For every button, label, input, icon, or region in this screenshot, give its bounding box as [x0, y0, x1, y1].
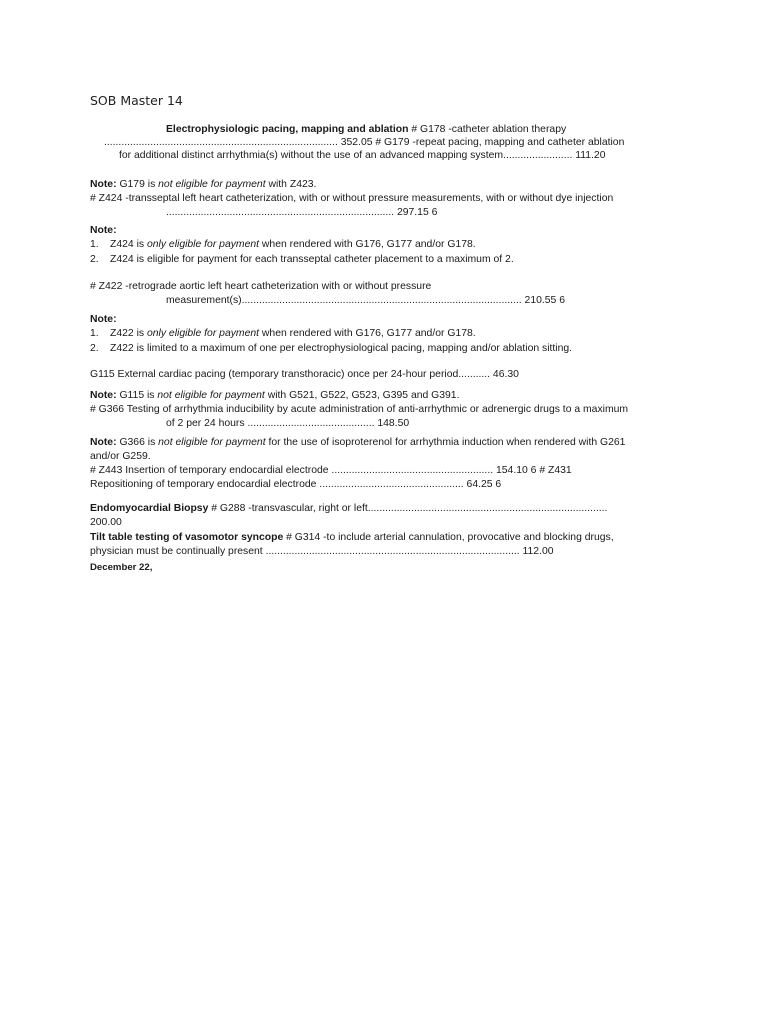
- note-g366-continuation: and/or G259.: [90, 451, 151, 462]
- note-g115: Note: G115 is not eligible for payment with G521, G522, G523, G395 and G391.: [90, 390, 460, 401]
- g366-value: of 2 per 24 hours ............................................ 148.50: [166, 418, 410, 429]
- note-label: Note:: [90, 179, 117, 190]
- tilt-title: Tilt table testing of vasomotor syncope: [90, 532, 284, 543]
- g178-code: # G178 -catheter ablation therapy: [408, 124, 567, 135]
- note-z422-item-2: 2. Z422 is limited to a maximum of one per electrophysiological pacing, mapping and/or ablation sitting.: [90, 343, 573, 354]
- z443-line: # Z443 Insertion of temporary endocardial electrode ........................................................ 154.10 6 # Z431: [90, 465, 572, 476]
- g366-line: # G366 Testing of arrhythmia inducibility by acute administration of anti-arrhythmic or adrenergic drugs to a maximum: [90, 404, 629, 415]
- g115-line: G115 External cardiac pacing (temporary transthoracic) once per 24-hour period........... 46.30: [90, 369, 519, 380]
- g179-continuation: for additional distinct arrhythmia(s) without the use of an advanced mapping system........................ 111.20: [119, 150, 606, 161]
- note-z422-item-1: 1. Z422 is only eligible for payment when rendered with G176, G177 and/or G178.: [90, 328, 476, 339]
- z422-line: # Z422 -retrograde aortic left heart catheterization with or without pressure: [90, 281, 432, 292]
- z424-line: # Z424 -transseptal left heart catheterization, with or without pressure measurements, with or without dye injection: [90, 193, 614, 204]
- note-z424-item-2: 2. Z424 is eligible for payment for each transseptal catheter placement to a maximum of 2.: [90, 254, 514, 265]
- note-z424-item-1: 1. Z424 is only eligible for payment when rendered with G176, G177 and/or G178.: [90, 239, 476, 250]
- g179-line: ................................................................................. 352.05 # G179 -repeat pacing, mapping and catheter ablation: [104, 137, 625, 148]
- footer-date: December 22,: [90, 562, 153, 573]
- document-header: SOB Master 14: [90, 93, 183, 108]
- z424-value: ............................................................................... 297.15 6: [166, 207, 438, 218]
- note-g366: Note: G366 is not eligible for payment for the use of isoproterenol for arrhythmia induction when rendered with G261: [90, 437, 626, 448]
- z422-value: measurement(s)................................................................................................. 210.55 6: [166, 295, 565, 306]
- tilt-value: physician must be continually present ........................................................................................ 112.00: [90, 546, 554, 557]
- biopsy-value: 200.00: [90, 517, 122, 528]
- emphasis: not eligible for payment: [158, 179, 266, 190]
- biopsy-title: Endomyocardial Biopsy: [90, 503, 209, 514]
- section-title-ablation: Electrophysiologic pacing, mapping and ablation: [166, 124, 409, 135]
- repositioning-line: Repositioning of temporary endocardial electrode .................................................. 64.25 6: [90, 479, 502, 490]
- note-g179: Note: G179 is not eligible for payment with Z423.: [90, 179, 317, 190]
- note-z422-label: Note:: [90, 314, 117, 325]
- biopsy-line: Endomyocardial Biopsy # G288 -transvascular, right or left...................................................................................: [90, 503, 608, 514]
- tilt-line: Tilt table testing of vasomotor syncope # G314 -to include arterial cannulation, provocative and blocking drugs,: [90, 532, 614, 543]
- note-z424-label: Note:: [90, 225, 117, 236]
- ablation-line: [166, 123, 566, 136]
